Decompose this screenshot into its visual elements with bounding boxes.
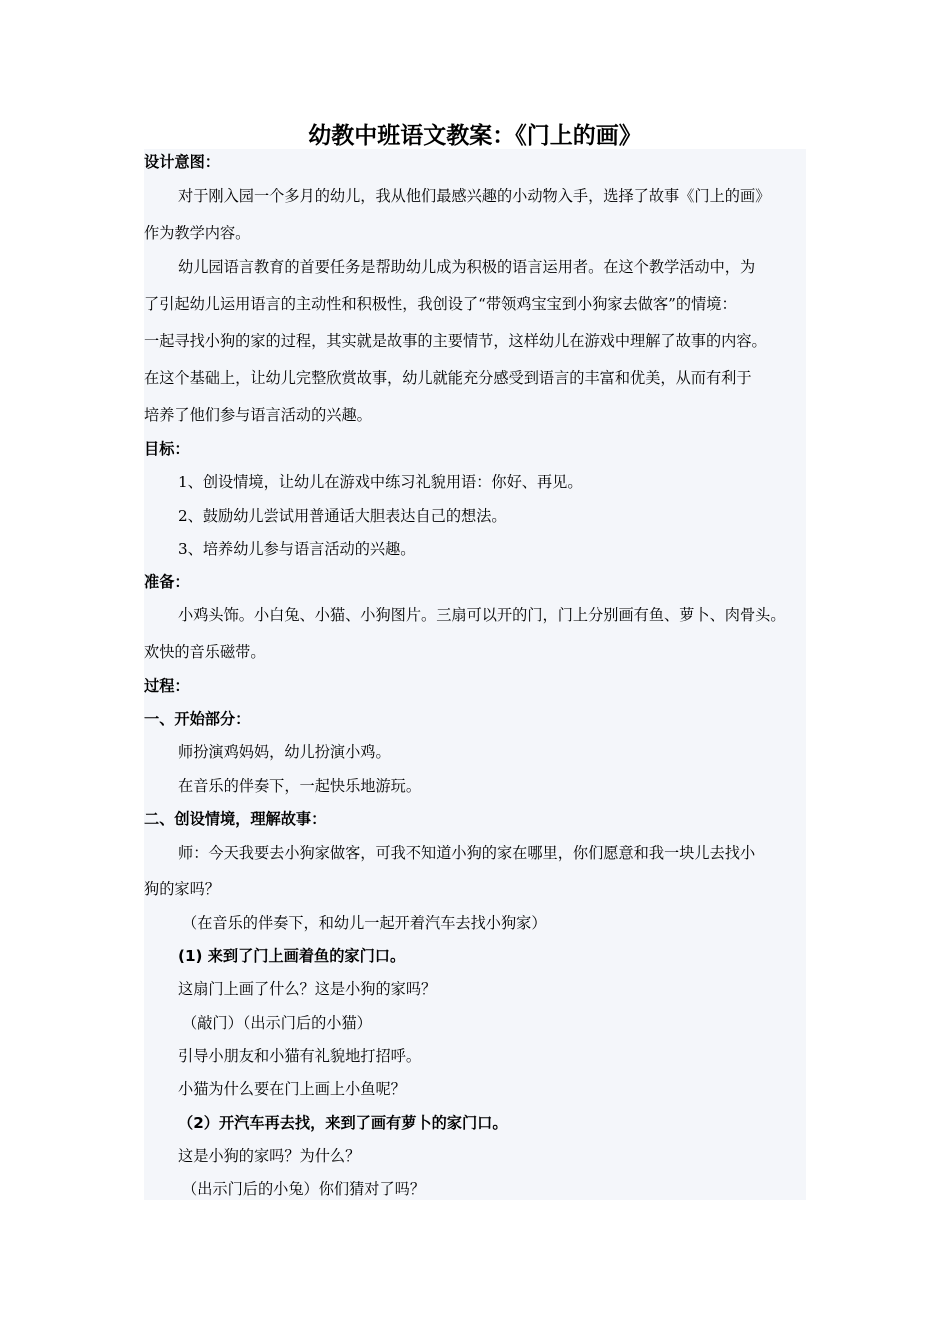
paragraph-line: 在这个基础上，让幼儿完整欣赏故事，幼儿就能充分感受到语言的丰富和优美，从而有利于	[144, 369, 752, 387]
paragraph-line: 一起寻找小狗的家的过程，其实就是故事的主要情节，这样幼儿在游戏中理解了故事的内容。	[144, 332, 767, 350]
paragraph-line: 小猫为什么要在门上画上小鱼呢？	[178, 1080, 406, 1098]
paragraph-line: （在音乐的伴奏下，和幼儿一起开着汽车去找小狗家）	[182, 914, 547, 932]
step-heading: (1) 来到了门上画着鱼的家门口。	[178, 947, 406, 965]
paragraph-line: 了引起幼儿运用语言的主动性和积极性，我创设了“带领鸡宝宝到小狗家去做客”的情境：	[144, 295, 737, 313]
subsection-heading: 二、创设情境，理解故事：	[144, 810, 327, 828]
paragraph-line: 幼儿园语言教育的首要任务是帮助幼儿成为积极的语言运用者。在这个教学活动中，为	[178, 258, 756, 276]
paragraph-line: 狗的家吗？	[144, 880, 220, 898]
section-heading-prep: 准备：	[144, 573, 190, 591]
paragraph-line: （敲门）（出示门后的小猫）	[182, 1014, 372, 1032]
paragraph-line: 师扮演鸡妈妈，幼儿扮演小鸡。	[178, 743, 391, 761]
paragraph-line: 这是小狗的家吗？为什么？	[178, 1147, 361, 1165]
step-heading: （2）开汽车再去找，来到了画有萝卜的家门口。	[178, 1114, 508, 1132]
paragraph-line: 小鸡头饰。小白兔、小猫、小狗图片。三扇可以开的门，门上分别画有鱼、萝卜、肉骨头。	[178, 606, 786, 624]
goal-item: 3、培养幼儿参与语言活动的兴趣。	[178, 540, 416, 558]
paragraph-line: 作为教学内容。	[144, 224, 251, 242]
goal-item: 1、创设情境，让幼儿在游戏中练习礼貌用语：你好、再见。	[178, 473, 583, 491]
section-heading-design: 设计意图：	[144, 153, 220, 171]
paragraph-line: 引导小朋友和小猫有礼貌地打招呼。	[178, 1047, 421, 1065]
document-title: 幼教中班语文教案：《门上的画》	[308, 123, 642, 149]
section-heading-goals: 目标：	[144, 440, 190, 458]
subsection-heading: 一、开始部分：	[144, 710, 251, 728]
paragraph-line: 师：今天我要去小狗家做客，可我不知道小狗的家在哪里，你们愿意和我一块儿去找小	[178, 844, 756, 862]
paragraph-line: 培养了他们参与语言活动的兴趣。	[144, 406, 372, 424]
goal-item: 2、鼓励幼儿尝试用普通话大胆表达自己的想法。	[178, 507, 507, 525]
paragraph-line: 欢快的音乐磁带。	[144, 643, 266, 661]
paragraph-line: 对于刚入园一个多月的幼儿，我从他们最感兴趣的小动物入手，选择了故事《门上的画》	[178, 187, 771, 205]
paragraph-line: 在音乐的伴奏下，一起快乐地游玩。	[178, 777, 421, 795]
section-heading-process: 过程：	[144, 677, 190, 695]
paragraph-line: 这扇门上画了什么？这是小狗的家吗？	[178, 980, 437, 998]
paragraph-line: （出示门后的小兔）你们猜对了吗？	[182, 1180, 425, 1198]
